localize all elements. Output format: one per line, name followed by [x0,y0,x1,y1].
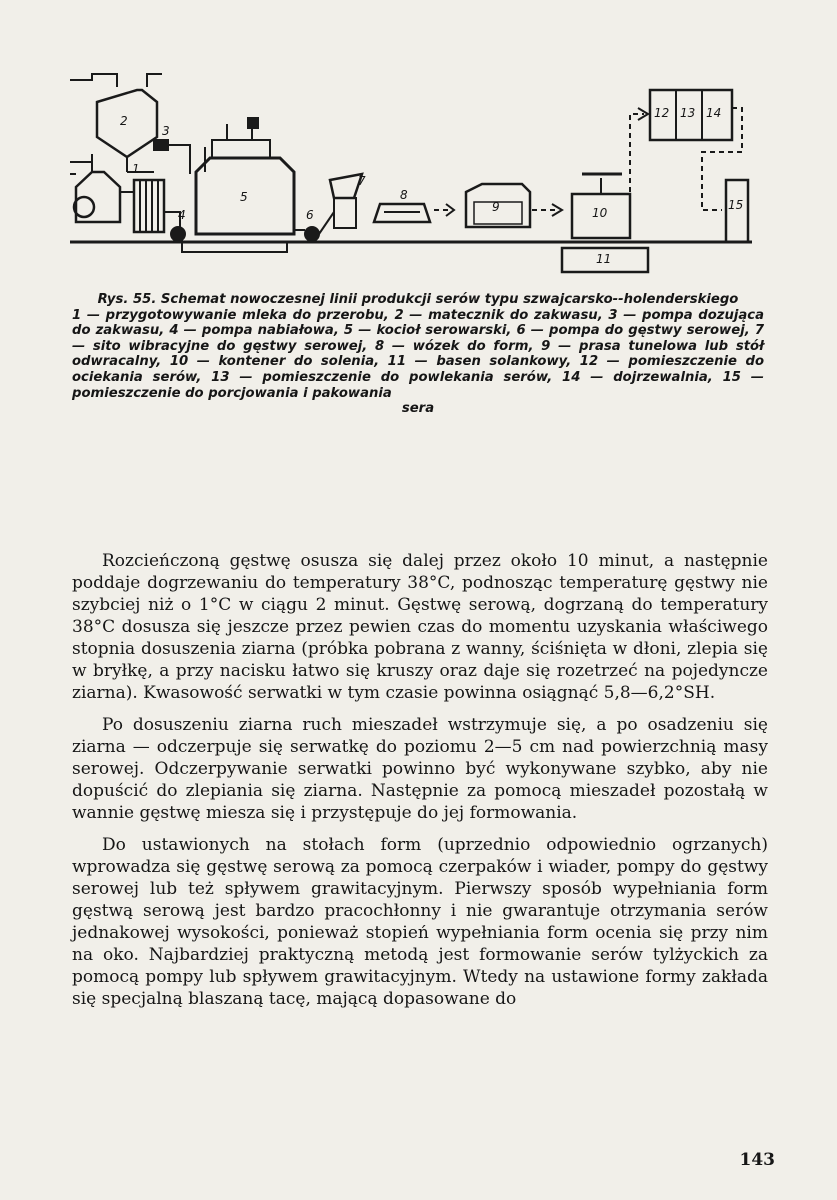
diagram-label-7: 7 [358,174,366,188]
figure-caption [72,292,764,417]
diagram-label-2: 2 [120,114,128,128]
paragraph: Po dosuszeniu ziarna ruch mieszadeł wstrzymuje się, a po osadzeniu się ziarna — odczerpuje się serwatkę do poziomu 2—5 cm nad powierzchnią masy serowej. Odczerpywanie serwatki powinno być wykonywane szybko, aby nie dopuścić do zlepiania się ziarna. Następnie za pomocą mieszadeł pozostałą w wannie gęstwę miesza się i przystępuje do jej formowania. [72,715,768,823]
figure-caption-legend-end: sera [401,401,435,417]
diagram-label-10: 10 [592,206,608,220]
diagram-label-12: 12 [654,106,670,120]
diagram-label-4: 4 [178,208,186,222]
diagram-label-9: 9 [492,200,500,214]
body-text [72,550,768,1020]
diagram-label-14: 14 [706,106,722,120]
figure-caption-title: Rys. 55. Schemat nowoczesnej linii produkcji serów typu szwajcarsko--holenderskiego [97,292,739,307]
paragraph: Do ustawionych na stołach form (uprzednio odpowiednio ogrzanych) wprowadza się gęstwę serową za pomocą czerpaków i wiader, pompy do gęstwy serowej lub też spływem grawitacyjnym. Pierwszy sposób wypełniania form gęstwą serową jest bardzo pracochłonny i nie gwarantuje otrzymania serów jednakowej wysokości, ponieważ stopień wypełniania form ocenia się przy nim na oko. Najbardziej praktyczną metodą jest formowanie serów tylżyckich za pomocą pompy lub spływem grawitacyjnym. Wtedy na ustawione formy zakłada się specjalną blaszaną tacę, mającą dopasowane do [72,835,768,1009]
figure-caption-legend: 1 — przygotowywanie mleka do przerobu, 2 — matecznik do zakwasu, 3 — pompa dozująca do zakwasu, 4 — pompa nabiałowa, 5 — kocioł serowarski, 6 — pompa do gęstwy serowej, 7 — sito wibracyjne do gęstwy serowej, 8 — wózek do form, 9 — prasa tunelowa lub stół odwracalny, 10 — kontener do solenia, 11 — basen solankowy, 12 — pomieszczenie do ociekania serów, 13 — pomieszczenie do powlekania serów, 14 — dojrzewalnia, 15 — pomieszczenie do porcjowania i pakowania [72,307,764,401]
diagram-label-11: 11 [596,252,612,266]
diagram-label-6: 6 [306,208,314,222]
paragraph: Rozcieńczoną gęstwę osusza się dalej przez około 10 minut, a następnie poddaje dogrzewaniu do temperatury 38°C, podnosząc temperaturę gęstwy nie szybciej niż o 1°C w ciągu 2 minut. Gęstwę serową, dogrzaną do temperatury 38°C dosusza się jeszcze przez pewien czas do momentu uzyskania właściwego stopnia dosuszenia ziarna (próbka pobrana z wanny, ściśnięta w dłoni, zlepia się w bryłkę, a przy nacisku łatwo się kruszy oraz daje się rozetrzeć na pojedyncze ziarna). Kwasowość serwatki w tym czasie powinna osiągnąć 5,8—6,2°SH. [72,551,768,703]
production-line-diagram [62,62,772,287]
diagram-label-3: 3 [162,124,170,138]
diagram-label-13: 13 [680,106,696,120]
diagram-label-15: 15 [728,198,744,212]
diagram-label-1: 1 [132,162,140,176]
diagram-label-5: 5 [240,190,248,204]
page-number: 143 [739,1150,775,1170]
diagram-label-8: 8 [400,188,408,202]
